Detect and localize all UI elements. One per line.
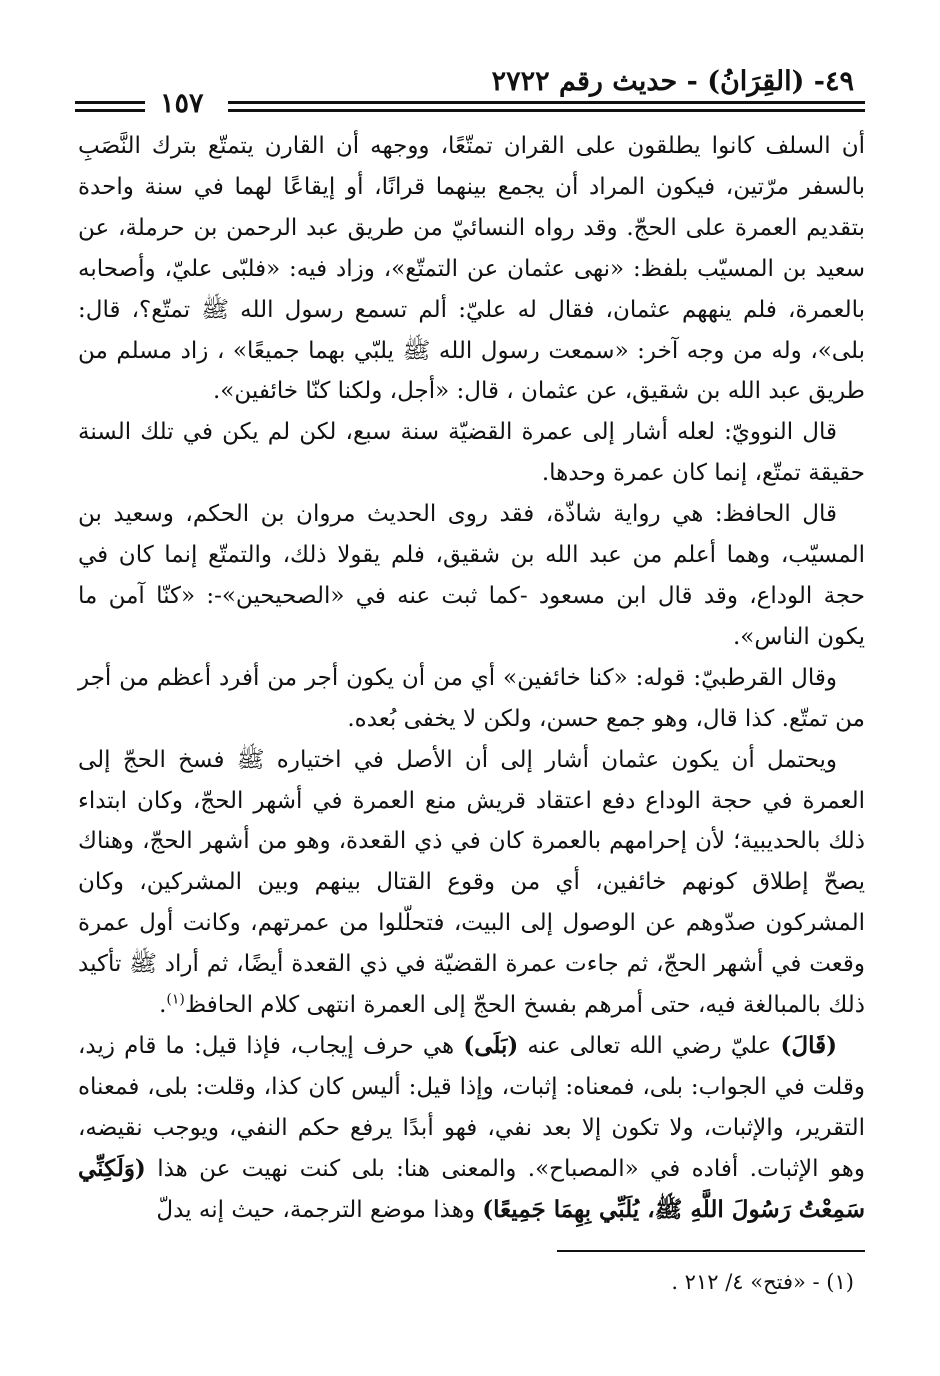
header-title: ٤٩- (القِرَانُ) - حديث رقم ٢٧٢٢ xyxy=(491,66,854,97)
header-rule xyxy=(75,109,145,112)
keyword: (وَلَكِنِّي سَمِعْتُ رَسُولَ اللَّهِ ﷺ، يُلَبِّي بِهِمَا جَمِيعًا) xyxy=(78,1154,865,1223)
header-rule xyxy=(228,101,865,104)
paragraph xyxy=(78,740,865,1026)
paragraph-text: ويحتمل أن يكون عثمان أشار إلى أن الأصل في اختياره ﷺ فسخ الحجّ إلى العمرة في حجة الوداع دفع اعتقاد قريش منع العمرة في أشهر الحجّ، وكان ابتداء ذلك بالحديبية؛ لأن إحرامهم بالعمرة كان في ذي القعدة، وهو من أشهر الحجّ، وهناك يصحّ إطلاق كونهم خائفين، أي من وقوع القتال بينهم وبين المشركين، وكان المشركون صدّوهم عن الوصول إلى البيت، فتحلّلوا من عمرتهم، وكانت أول عمرة وقعت في أشهر الحجّ، ثم جاءت عمرة القضيّة في ذي القعدة أيضًا، ثم أراد ﷺ تأكيد ذلك بالمبالغة فيه، حتى أمرهم بفسخ الحجّ إلى العمرة انتهى كلام الحافظ xyxy=(78,746,865,1019)
page-number: ١٥٧ xyxy=(160,88,204,119)
paragraph-text: هي حرف إيجاب، فإذا قيل: ما قام زيد، وقلت في الجواب: بلى، فمعناه: إثبات، وإذا قيل: أليس كان كذا، وقلت: بلى، فمعناه التقرير، والإثبات، ولا تكون إلا بعد نفي، فهو أبدًا يرفع حكم النفي، ويوجب نقيضه، وهو الإثبات. أفاده في «المصباح». والمعنى هنا: بلى كنت نهيت عن هذا xyxy=(78,1032,865,1182)
header-rule xyxy=(228,109,865,112)
paragraph: أن السلف كانوا يطلقون على القران تمتّعًا، ووجهه أن القارن يتمتّع بترك النَّصَبِ بالسفر مرّتين، فيكون المراد أن يجمع بينهما قرانًا، أو إيقاعًا لهما في سنة واحدة بتقديم العمرة على الحجّ. وقد رواه النسائيّ من طريق عبد الرحمن بن حرملة، عن سعيد بن المسيّب بلفظ: «نهى عثمان عن التمتّع»، وزاد فيه: «فلبّى عليّ، وأصحابه بالعمرة، فلم ينههم عثمان، فقال له عليّ: ألم تسمع رسول الله ﷺ تمتّع؟، قال: بلى»، وله من وجه آخر: «سمعت رسول الله ﷺ يلبّي بهما جميعًا» ، زاد مسلم من طريق عبد الله بن شقيق، عن عثمان ، قال: «أجل، ولكنا كنّا خائفين». xyxy=(78,133,865,405)
footnote-rule xyxy=(557,1250,865,1252)
paragraph-tail: . xyxy=(159,992,167,1019)
body-text xyxy=(78,126,865,1230)
footnote: (١) - «فتح» ٤/ ٢١٢ . xyxy=(671,1270,854,1294)
header-rule xyxy=(75,101,145,104)
paragraph-text: عليّ رضي الله تعالى عنه xyxy=(518,1032,781,1059)
keyword: (بَلَى) xyxy=(463,1031,519,1059)
footnote-ref[interactable]: (١) xyxy=(166,991,185,1008)
paragraph xyxy=(78,1026,865,1231)
keyword: (قَالَ) xyxy=(780,1031,838,1059)
paragraph: وقال القرطبيّ: قوله: «كنا خائفين» أي من أن يكون أجر من أفرد أعظم من أجر من تمتّع. كذا قال، وهو جمع حسن، ولكن لا يخفى بُعده. xyxy=(78,664,865,732)
paragraph: قال النوويّ: لعله أشار إلى عمرة القضيّة سنة سبع، لكن لم يكن في تلك السنة حقيقة تمتّع، إنما كان عمرة وحدها. xyxy=(78,419,865,487)
paragraph-text: وهذا موضع الترجمة، حيث إنه يدلّ xyxy=(156,1196,483,1223)
paragraph: قال الحافظ: هي رواية شاذّة، فقد روى الحديث مروان بن الحكم، وسعيد بن المسيّب، وهما أعلم من عبد الله بن شقيق، فلم يقولا ذلك، والتمتّع إنما كان في حجة الوداع، وقد قال ابن مسعود -كما ثبت عنه في «الصحيحين»-: «كنّا آمن ما يكون الناس». xyxy=(78,501,865,650)
